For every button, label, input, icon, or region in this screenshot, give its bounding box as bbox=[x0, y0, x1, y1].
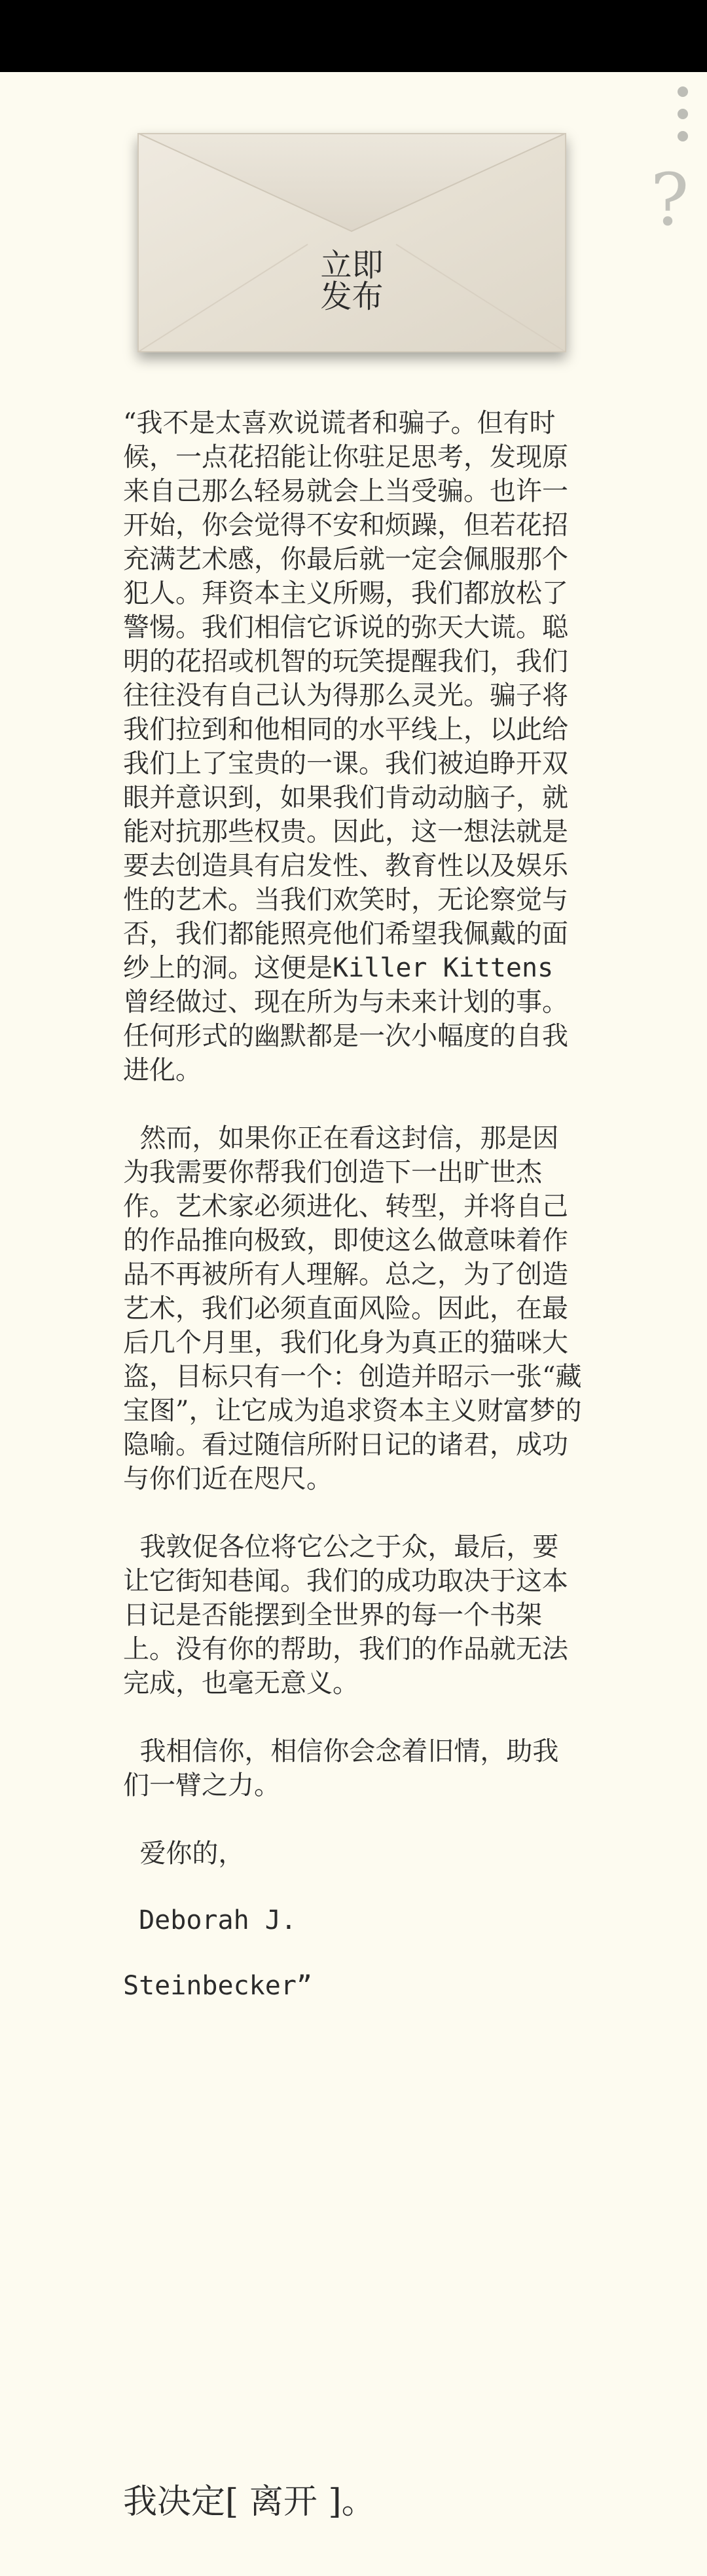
more-vertical-icon[interactable] bbox=[673, 86, 693, 152]
decision-line bbox=[123, 2482, 376, 2522]
letter-body bbox=[123, 406, 583, 2036]
decision-choice-leave[interactable]: 离开 bbox=[249, 2482, 317, 2522]
decision-prefix: 我决定[ bbox=[123, 2482, 249, 2522]
envelope-label bbox=[137, 247, 566, 315]
envelope-label-line1: 立即 bbox=[320, 247, 384, 284]
letter-signature bbox=[123, 1905, 583, 2002]
envelope-icon bbox=[137, 133, 566, 352]
envelope-button[interactable] bbox=[137, 133, 566, 352]
letter-paragraph-3: 我敦促各位将它公之于众，最后，要让它街知巷闻。我们的成功取决于这本日记是否能摆到全世界的每一个书架上。没有你的帮助，我们的作品就无法完成，也毫无意义。 bbox=[123, 1532, 568, 1698]
letter-paragraph-4: 我相信你，相信你会念着旧情，助我们一臂之力。 bbox=[123, 1736, 559, 1801]
signature-line-1: Deborah J. bbox=[123, 1905, 297, 1935]
menu-dot bbox=[678, 109, 688, 119]
menu-dot bbox=[678, 86, 688, 97]
letter-paragraph-1 bbox=[123, 406, 583, 1087]
letter-paragraph-2: 然而，如果你正在看这封信，那是因为我需要你帮我们创造下一出旷世杰作。艺术家必须进化、转型，并将自己的作品推向极致，即使这么做意味着作品不再被所有人理解。总之，为了创造艺术，我们必须直面风险。因此，在最后几个月里，我们化身为真正的猫咪大盗，目标只有一个：创造并昭示一张“藏宝图”，让它成为追求资本主义财富梦的隐喻。看过随信所附日记的诸君，成功与你们近在咫尺。 bbox=[123, 1123, 582, 1494]
menu-dot bbox=[678, 131, 688, 141]
brand-name: Killer Kittens bbox=[333, 953, 554, 983]
envelope-label-line2: 发布 bbox=[320, 278, 384, 315]
question-mark-icon[interactable]: ? bbox=[650, 158, 689, 242]
letter-closing: 爱你的， bbox=[123, 1839, 245, 1869]
decision-suffix: ]。 bbox=[317, 2482, 376, 2522]
letter-paragraph-1-text-a: “我不是太喜欢说谎者和骗子。但有时候，一点花招能让你驻足思考，发现原来自己那么轻易就会上当受骗。也许一开始，你会觉得不安和烦躁，但若花招充满艺术感，你最后就一定会佩服那个犯人。拜资本主义所赐，我们都放松了警惕。我们相信它诉说的弥天大谎。聪明的花招或机智的玩笑提醒我们，我们往往没有自己认为得那么灵光。骗子将我们拉到和他相同的水平线上，以此给我们上了宝贵的一课。我们被迫睁开双眼并意识到，如果我们肯动动脑子，就能对抗那些权贵。因此，这一想法就是要去创造具有启发性、教育性以及娱乐性的艺术。当我们欢笑时，无论察觉与否，我们都能照亮他们希望我佩戴的面纱上的洞。这便是 bbox=[123, 408, 568, 983]
letter-paragraph-1-text-b: 曾经做过、现在所为与未来计划的事。任何形式的幽默都是一次小幅度的自我进化。 bbox=[123, 953, 568, 1085]
status-bar bbox=[0, 0, 707, 72]
signature-line-2: Steinbecker” bbox=[123, 1971, 312, 2001]
